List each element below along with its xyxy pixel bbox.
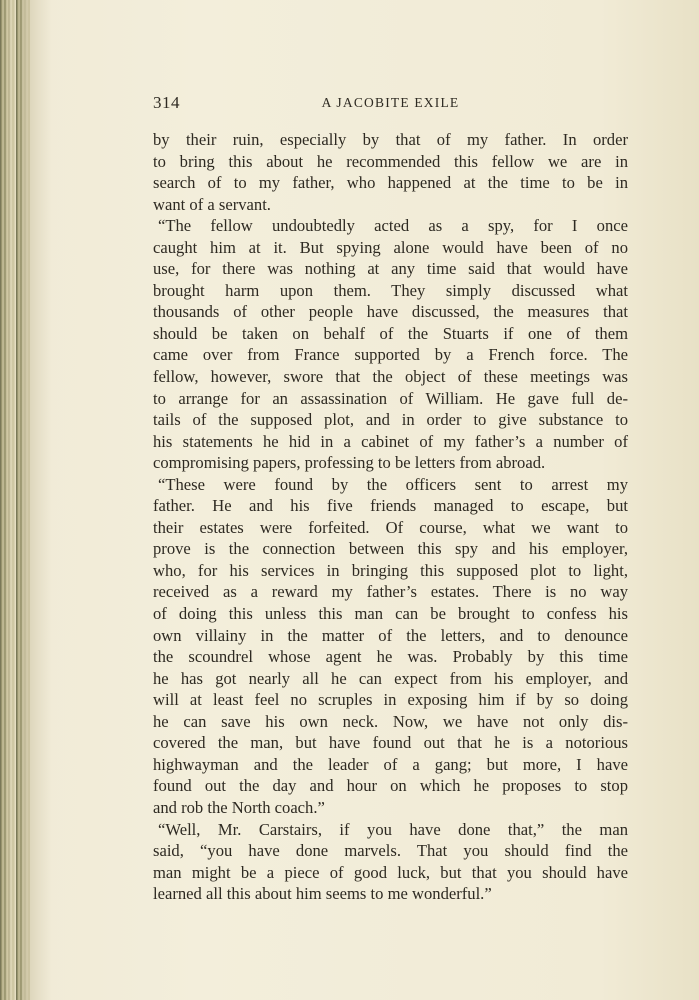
text-line: his statements he hid in a cabinet of my father’s a number of (153, 431, 628, 451)
text-line: caught him at it. But spying alone would have been of no (153, 237, 628, 257)
text-line: received as a reward my father’s estates. There is no way (153, 582, 628, 602)
text-line: came over from France supported by a French force. The (153, 345, 628, 365)
text-line: will at least feel no scruples in exposing him if by so doing (153, 690, 628, 710)
text-line: want of a servant. (153, 194, 271, 214)
text-line: by their ruin, especially by that of my father. In order (153, 130, 628, 149)
text-line: and rob the North coach.” (153, 797, 325, 817)
text-line: who, for his services in bringing this supposed plot to light, (153, 560, 628, 580)
text-line: compromising papers, professing to be letters from abroad. (153, 453, 546, 473)
text-line: prove is the connection between this spy and his employer, (153, 539, 628, 559)
text-line: fellow, however, swore that the object of these meetings was (153, 367, 628, 387)
text-line: search of to my father, who happened at the time to be in (153, 173, 628, 193)
paragraph-first-line: “Well, Mr. Carstairs, if you have done that,” the man (158, 819, 628, 839)
paragraph-first-line: “These were found by the officers sent to arrest my (158, 474, 628, 494)
text-line: highwayman and the leader of a gang; but more, I have (153, 754, 628, 774)
text-line: thousands of other people have discussed, the measures that (153, 302, 628, 322)
text-line: father. He and his five friends managed to escape, but (153, 496, 628, 516)
text-line: their estates were forfeited. Of course, what we want to (153, 517, 628, 537)
gutter-shadow (22, 0, 52, 1000)
body-text (153, 129, 628, 905)
page-header (153, 93, 628, 115)
text-line: use, for there was nothing at any time said that would have (153, 259, 628, 279)
text-line: tails of the supposed plot, and in order to give substance to (153, 410, 628, 430)
text-line: said, “you have done marvels. That you should find the (153, 841, 628, 861)
text-line: brought harm upon them. They simply discussed what (153, 280, 628, 300)
running-head: A JACOBITE EXILE (321, 95, 460, 110)
page-number: 314 (153, 93, 180, 112)
text-line: learned all this about him seems to me wonderful.” (153, 884, 492, 904)
text-line: should be taken on behalf of the Stuarts if one of them (153, 323, 628, 343)
text-line: he can save his own neck. Now, we have not only dis- (153, 711, 628, 731)
text-line: the scoundrel whose agent he was. Probably by this time (153, 647, 628, 667)
text-line: own villainy in the matter of the letters, and to denounce (153, 625, 628, 645)
text-line: to arrange for an assassination of William. He gave full de- (153, 388, 628, 408)
text-line: found out the day and hour on which he proposes to stop (153, 776, 628, 796)
text-line: man might be a piece of good luck, but that you should have (153, 862, 628, 882)
text-line: to bring this about he recommended this fellow we are in (153, 151, 628, 171)
text-line: he has got nearly all he can expect from his employer, and (153, 668, 628, 688)
paragraph-first-line: “The fellow undoubtedly acted as a spy, for I once (158, 216, 628, 236)
text-line: covered the man, but have found out that he is a notorious (153, 733, 628, 753)
text-line: of doing this unless this man can be brought to confess his (153, 604, 628, 624)
